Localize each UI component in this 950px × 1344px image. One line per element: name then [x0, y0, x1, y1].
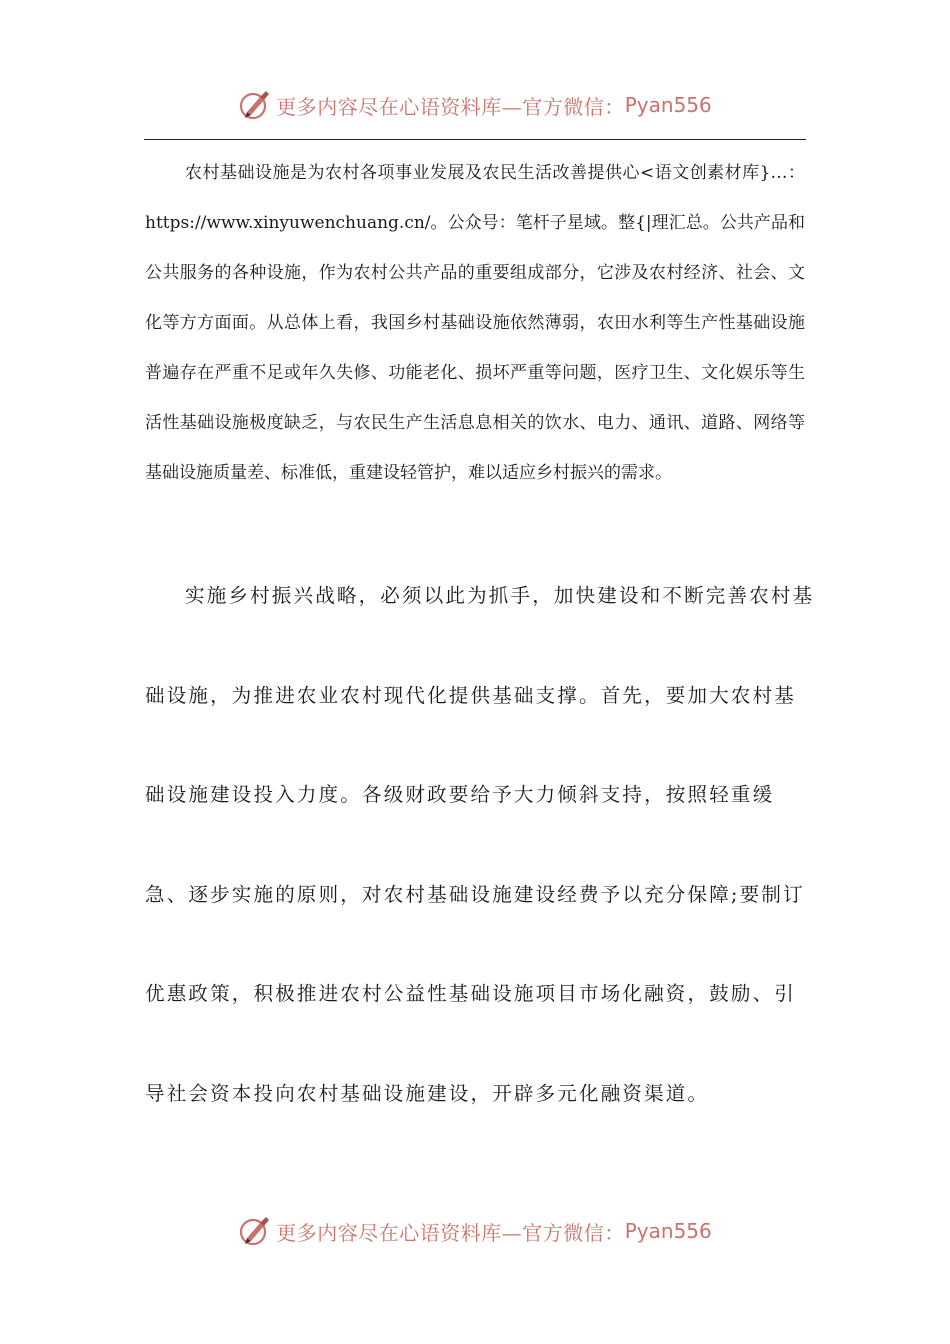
- banner-slogan: 更多内容尽在心语资料库—官方微信：: [276, 1220, 625, 1245]
- header-banner: [0, 80, 950, 130]
- header-divider: [144, 139, 806, 140]
- body-paragraph-2: 实施乡村振兴战略，必须以此为抓手，加快建设和不断完善农村基础设施，为推进农业农村现代化提供基础支撑。首先，要加大农村基础设施建设投入力度。各级财政要给予大力倾斜支持，按照轻重缓急、逐步实施的原则，对农村基础设施建设经费予以充分保障;要制订优惠政策，积极推进农村公益性基础设施项目市场化融资，鼓励、引导社会资本投向农村基础设施建设，开辟多元化融资渠道。: [145, 584, 815, 1105]
- banner-slogan: 更多内容尽在心语资料库—官方微信：: [276, 94, 625, 119]
- footer-banner: [0, 1206, 950, 1256]
- banner-wechat-id: Pyan556: [624, 93, 712, 117]
- pen-logo-icon: [238, 88, 272, 122]
- banner-wechat-id: Pyan556: [624, 1219, 712, 1243]
- pen-logo-icon: [238, 1214, 272, 1248]
- body-paragraph-1: 农村基础设施是为农村各项事业发展及农民生活改善提供心<语文创素材库}…：https://www.xinyuwenchuang.cn/。公众号：笔杆子星域。整{|理汇总。公共产品和公共服务的各种设施，作为农村公共产品的重要组成部分，它涉及农村经济、社会、文化等方方面面。从总体上看，我国乡村基础设施依然薄弱，农田水利等生产性基础设施普遍存在严重不足或年久失修、功能老化、损坏严重等问题，医疗卫生、文化娱乐等生活性基础设施极度缺乏，与农民生产生活息息相关的饮水、电力、通讯、道路、网络等基础设施质量差、标准低，重建设轻管护，难以适应乡村振兴的需求。: [145, 163, 805, 483]
